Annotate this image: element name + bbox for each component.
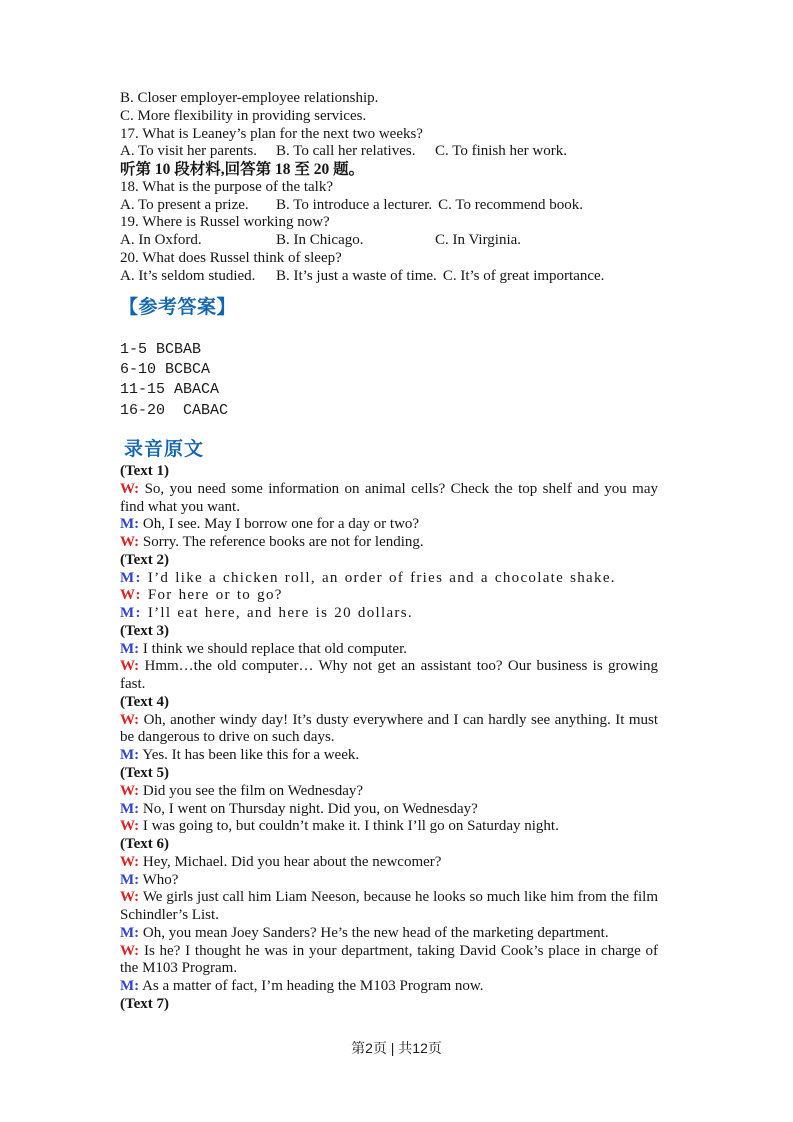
speaker-label: M: bbox=[120, 978, 140, 995]
option-b: B. To call her relatives. bbox=[276, 143, 416, 160]
question-line: 20. What does Russel think of sleep? bbox=[120, 249, 342, 266]
question-line: B. Closer employer-employee relationship. bbox=[120, 90, 379, 106]
option-b: B. It’s just a waste of time. bbox=[276, 267, 437, 284]
dialogue-text: Oh, I see. May I borrow one for a day or two? bbox=[142, 516, 420, 533]
dialogue-line bbox=[120, 658, 658, 694]
dialogue-line bbox=[120, 587, 658, 605]
dialogue-text: Who? bbox=[142, 871, 179, 888]
answer-key-line: 1-5 BCBAB bbox=[120, 341, 202, 358]
dialogue-line bbox=[120, 854, 658, 872]
dialogue-text: For here or to go? bbox=[147, 587, 283, 604]
text-label: (Text 4) bbox=[120, 693, 170, 710]
speaker-label: W: bbox=[120, 711, 140, 728]
options-row bbox=[120, 197, 660, 215]
speaker-label: W: bbox=[120, 534, 140, 551]
answer-key-line: 16-20 CABAC bbox=[120, 401, 229, 419]
option-a: A. In Oxford. bbox=[120, 232, 202, 249]
option-a: A. To present a prize. bbox=[120, 196, 249, 213]
speaker-label: M: bbox=[120, 569, 142, 586]
question-line: 17. What is Leaney’s plan for the next two weeks? bbox=[120, 125, 423, 142]
dialogue-text: I think we should replace that old computer. bbox=[142, 640, 408, 657]
dialogue-line bbox=[120, 570, 658, 588]
dialogue-text: Oh, you mean Joey Sanders? He’s the new head of the marketing department. bbox=[142, 924, 609, 941]
option-b: B. In Chicago. bbox=[276, 232, 364, 249]
text-label: (Text 5) bbox=[120, 765, 170, 782]
answer-key bbox=[120, 340, 228, 421]
text-label: (Text 3) bbox=[120, 622, 170, 639]
dialogue-text: Did you see the film on Wednesday? bbox=[142, 782, 364, 799]
dialogue-text: No, I went on Thursday night. Did you, on Wednesday? bbox=[142, 800, 478, 817]
answer-key-line: 6-10 BCBCA bbox=[120, 361, 211, 379]
question-line: 18. What is the purpose of the talk? bbox=[120, 178, 334, 195]
dialogue-line bbox=[120, 605, 658, 623]
answers-heading: 【参考答案】 bbox=[119, 297, 237, 318]
text-label: (Text 1) bbox=[120, 463, 170, 479]
material-instruction: 听第 10 段材料,回答第 18 至 20 题。 bbox=[120, 161, 365, 179]
dialogue-text: Yes. It has been like this for a week. bbox=[142, 747, 360, 764]
dialogue-line bbox=[120, 534, 658, 552]
speaker-label: M: bbox=[120, 871, 140, 888]
text-label: (Text 7) bbox=[120, 995, 170, 1012]
options-row bbox=[120, 143, 660, 161]
dialogue-line bbox=[120, 943, 658, 979]
dialogue-line bbox=[120, 747, 658, 765]
dialogue-line bbox=[120, 712, 658, 748]
dialogue-text: As a matter of fact, I’m heading the M103 Program now. bbox=[142, 978, 484, 995]
dialogue-line bbox=[120, 641, 658, 659]
speaker-label: M: bbox=[120, 924, 140, 941]
dialogue-text: Oh, another windy day! It’s dusty everywhere and I can hardly see anything. It must be dangerous to drive on such days. bbox=[120, 711, 659, 746]
text-label: (Text 6) bbox=[120, 836, 170, 853]
option-c: C. It’s of great importance. bbox=[442, 267, 605, 284]
speaker-label: M: bbox=[120, 800, 140, 817]
speaker-label: M: bbox=[120, 605, 142, 622]
dialogue-text: I’d like a chicken roll, an order of fries and a chocolate shake. bbox=[147, 569, 616, 586]
dialogue-line bbox=[120, 516, 658, 534]
options-row bbox=[120, 268, 660, 286]
dialogue-line bbox=[120, 889, 658, 925]
speaker-label: M: bbox=[120, 640, 140, 657]
option-a: A. It’s seldom studied. bbox=[120, 267, 256, 284]
speaker-label: W: bbox=[120, 658, 140, 675]
dialogue-text: Sorry. The reference books are not for lending. bbox=[142, 534, 424, 551]
dialogue-text: I’ll eat here, and here is 20 dollars. bbox=[147, 605, 413, 622]
dialogue-text: Hmm…the old computer… Why not get an assistant too? Our business is growing fast. bbox=[120, 658, 658, 693]
dialogue-text: We girls just call him Liam Neeson, because he looks so much like him from the film Schindler’s List. bbox=[120, 889, 658, 924]
dialogue-line bbox=[120, 818, 658, 836]
speaker-label: W: bbox=[120, 942, 140, 959]
option-b: B. To introduce a lecturer. bbox=[276, 196, 433, 213]
speaker-label: W: bbox=[120, 889, 140, 906]
questions-section bbox=[120, 90, 660, 285]
options-row bbox=[120, 232, 660, 250]
speaker-label: M: bbox=[120, 516, 140, 533]
transcript-section bbox=[120, 463, 658, 1014]
speaker-label: W: bbox=[120, 818, 140, 835]
speaker-label: W: bbox=[120, 853, 140, 870]
answer-key-line: 11-15 ABACA bbox=[120, 381, 220, 399]
dialogue-line bbox=[120, 481, 658, 517]
question-line: C. More flexibility in providing services. bbox=[120, 107, 367, 124]
dialogue-text: Is he? I thought he was in your department, taking David Cook’s place in charge of the M103 Program. bbox=[120, 942, 659, 977]
dialogue-text: I was going to, but couldn’t make it. I think I’ll go on Saturday night. bbox=[142, 818, 559, 835]
option-c: C. To recommend book. bbox=[438, 196, 584, 213]
dialogue-text: So, you need some information on animal cells? Check the top shelf and you may find what you want. bbox=[120, 480, 658, 515]
option-a: A. To visit her parents. bbox=[120, 143, 257, 160]
option-c: C. In Virginia. bbox=[435, 232, 522, 249]
speaker-label: W: bbox=[120, 782, 140, 799]
speaker-label: W: bbox=[120, 480, 140, 497]
page-indicator: 第2页 | 共12页 bbox=[351, 1040, 442, 1056]
speaker-label: W: bbox=[120, 587, 142, 604]
dialogue-line bbox=[120, 801, 658, 819]
dialogue-line bbox=[120, 978, 658, 996]
dialogue-line bbox=[120, 783, 658, 801]
dialogue-text: Hey, Michael. Did you hear about the newcomer? bbox=[142, 853, 442, 870]
question-line: 19. Where is Russel working now? bbox=[120, 214, 330, 231]
page-footer bbox=[0, 1038, 793, 1058]
transcript-heading: 录音原文 bbox=[124, 439, 205, 460]
speaker-label: M: bbox=[120, 747, 140, 764]
dialogue-line bbox=[120, 872, 658, 890]
text-label: (Text 2) bbox=[120, 551, 170, 568]
dialogue-line bbox=[120, 925, 658, 943]
option-c: C. To finish her work. bbox=[435, 143, 567, 160]
